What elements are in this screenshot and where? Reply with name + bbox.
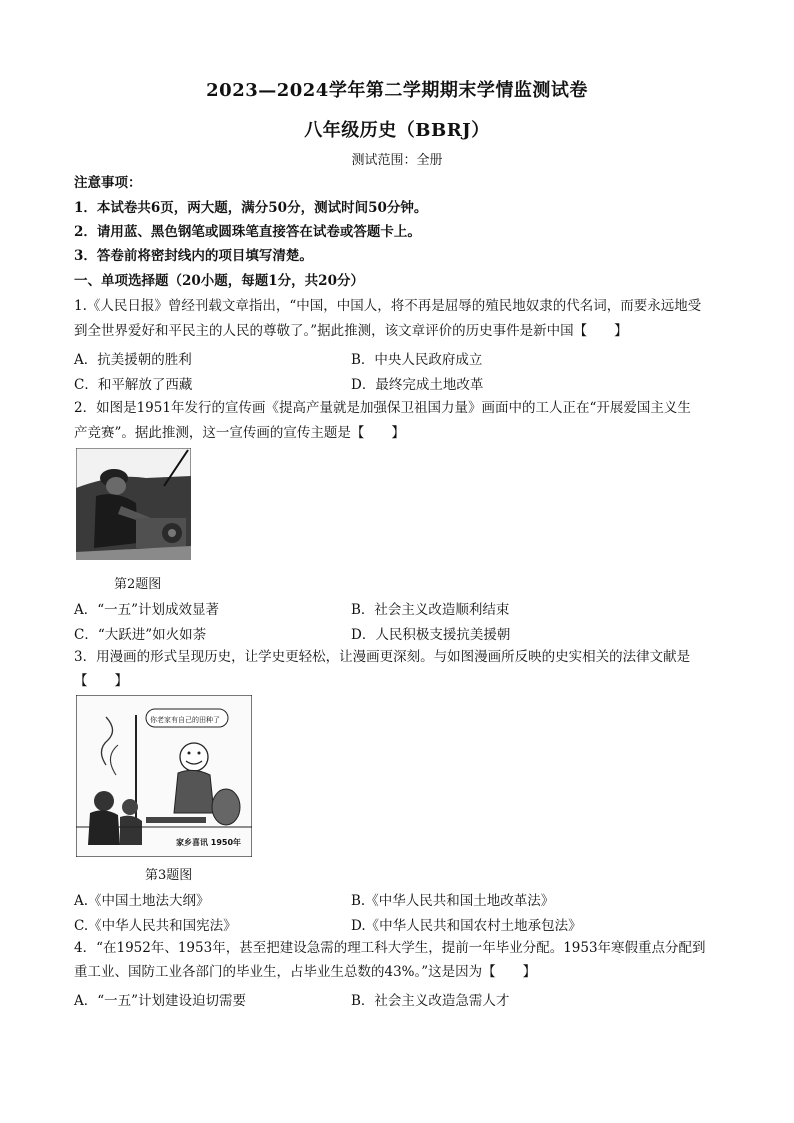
q3-cartoon-image (76, 695, 252, 857)
q2-option-c: C．“大跃进”如火如荼 (74, 627, 207, 643)
q3-option-c: C.《中华人民共和国宪法》 (74, 918, 237, 934)
q4-option-b: B．社会主义改造急需人才 (351, 993, 510, 1009)
cartoon-footer-text: 家乡喜讯 1950年 (176, 838, 242, 847)
q2-option-b: B．社会主义改造顺利结束 (351, 602, 510, 618)
exam-subtitle: 八年级历史（BBRJ） (304, 120, 490, 141)
section-heading: 一、单项选择题（20小题，每题1分，共20分） (74, 273, 364, 289)
notes-heading: 注意事项： (74, 175, 142, 191)
q3-option-d: D.《中华人民共和国农村土地承包法》 (351, 918, 582, 934)
q4-stem-line-1: 4．“在1952年、1953年，甚至把建设急需的理工科大学生，提前一年毕业分配。1953年寒假重点分配到 (74, 940, 706, 956)
q3-option-a: A.《中国土地法大纲》 (74, 893, 210, 909)
q1-option-b: B．中央人民政府成立 (351, 352, 483, 368)
q3-stem-line-1: 3．用漫画的形式呈现历史，让学史更轻松，让漫画更深刻。与如图漫画所反映的史实相关的法律文献是 (74, 649, 691, 665)
note-item-1: 1．本试卷共6页，两大题，满分50分，测试时间50分钟。 (74, 200, 428, 216)
q4-option-a: A．“一五”计划建设迫切需要 (74, 993, 247, 1009)
q1-stem-line-2: 到全世界爱好和平民主的人民的尊敬了。”据此推测，该文章评价的历史事件是新中国【 】 (74, 323, 628, 339)
q4-stem-line-2: 重工业、国防工业各部门的毕业生，占毕业生总数的43%。”这是因为【 】 (74, 964, 537, 980)
q2-poster-image (76, 448, 191, 560)
q2-option-d: D．人民积极支援抗美援朝 (351, 627, 511, 643)
exam-title: 2023—2024学年第二学期期末学情监测试卷 (206, 80, 588, 101)
q2-option-a: A．“一五”计划成效显著 (74, 602, 220, 618)
note-item-2: 2．请用蓝、黑色钢笔或圆珠笔直接答在试卷或答题卡上。 (74, 224, 421, 240)
q3-stem-line-2: 【 】 (74, 673, 128, 689)
q2-stem-line-2: 产竞赛”。据此推测，这一宣传画的宣传主题是【 】 (74, 425, 405, 441)
cartoon-bubble-text: 你老家有自己的田种了 (150, 716, 220, 724)
q1-stem-line-1: 1.《人民日报》曾经刊载文章指出，“中国，中国人，将不再是屈辱的殖民地奴隶的代名词，而要永远地受 (74, 298, 702, 314)
q1-option-a: A．抗美援朝的胜利 (74, 352, 192, 368)
q1-option-c: C．和平解放了西藏 (74, 377, 193, 393)
q3-figure-caption: 第3题图 (145, 868, 193, 883)
test-scope: 测试范围：全册 (351, 153, 443, 168)
q2-figure-caption: 第2题图 (114, 577, 162, 592)
note-item-3: 3．答卷前将密封线内的项目填写清楚。 (74, 248, 313, 264)
q1-option-d: D．最终完成土地改革 (351, 377, 484, 393)
q3-option-b: B.《中华人民共和国土地改革法》 (351, 893, 555, 909)
q2-stem-line-1: 2．如图是1951年发行的宣传画《提高产量就是加强保卫祖国力量》画面中的工人正在“开展爱国主义生 (74, 400, 691, 416)
